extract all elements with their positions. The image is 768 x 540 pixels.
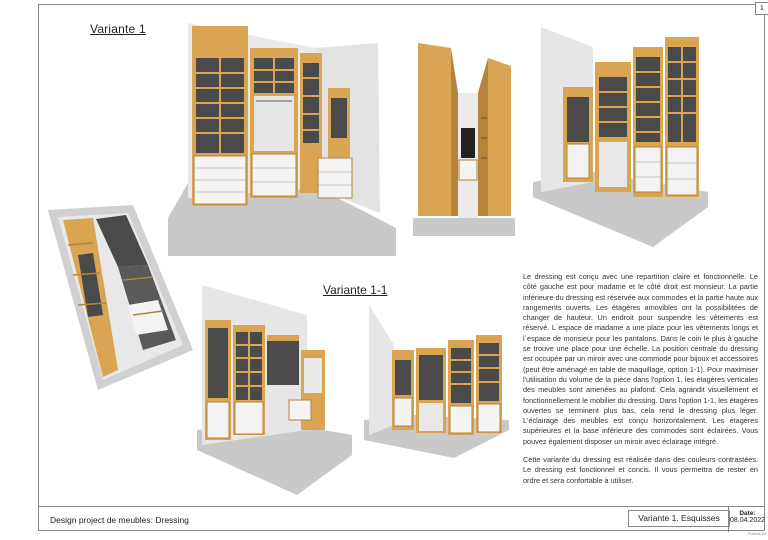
description-text <box>523 272 758 494</box>
variant11-title: Variante 1-1 <box>323 283 388 297</box>
format-label: Format A3 <box>748 531 767 536</box>
description-paragraph: Cette variante du dressing est réalisée dans des couleurs contrastées. Le dressing est fonctionnel et concis. Il vous permettra de rester en ordre et sera confortable à utiliser. <box>523 455 758 485</box>
date-value: 08.04.2022 <box>729 517 766 524</box>
date-label: Date: <box>739 510 756 517</box>
render-variant1-corridor <box>403 38 525 238</box>
project-title: Design project de meubles: Dressing <box>50 515 189 525</box>
render-variant1-plan <box>48 205 193 390</box>
variant-label: Variante 1. Esquisses <box>628 510 730 527</box>
render-variant11-right <box>364 300 514 460</box>
description-paragraph: Le dressing est conçu avec une repartition claire et fonctionnelle. Le côté gauche est pour madame et le côté droit est monsieur. La partie inférieure du dressing est réservée aux commodes et la partie haute aux rangements ouverts. Les étagères amovibles ont la possibilitées de changer de hauteur. Un endroit pour suspendre les vêtements est réservé. L`espace de madame a une place pour les vêtements longs et l`espace de monsieur pour les pantalons. Dans le coin le plus à gauche se trouve une place pour une échelle. La position centrale du dressing est occupée par un miroir avec une commode pour bijoux et accessoires (peut être aménagé en table de maquillage, option 1-1). Pour maximiser l'utilisation du volume de la pièce dans l'option 1, les étagères verticales des meubles sont amenées au plafond. Cela agrandit visuellement et fonctionnellement le mobilier du dressing. Dans l'option 1-1, les étagères ouvertes se terminent plus bas, cela rend le dressing plus léger. L'éclairage des meubles est conçu horizontalement. Les étagères supérieures et la base inférieure des commodes sont éclairées. Vous pouvez également disposer un miroir avec éclairage intégré. <box>523 272 758 446</box>
render-variant11-left <box>197 280 357 495</box>
date-box <box>728 507 766 532</box>
page-number: 1 <box>755 2 768 15</box>
render-variant1-main <box>168 18 396 258</box>
render-variant1-right <box>533 22 713 250</box>
variant1-title: Variante 1 <box>90 22 146 36</box>
title-block <box>38 506 765 532</box>
